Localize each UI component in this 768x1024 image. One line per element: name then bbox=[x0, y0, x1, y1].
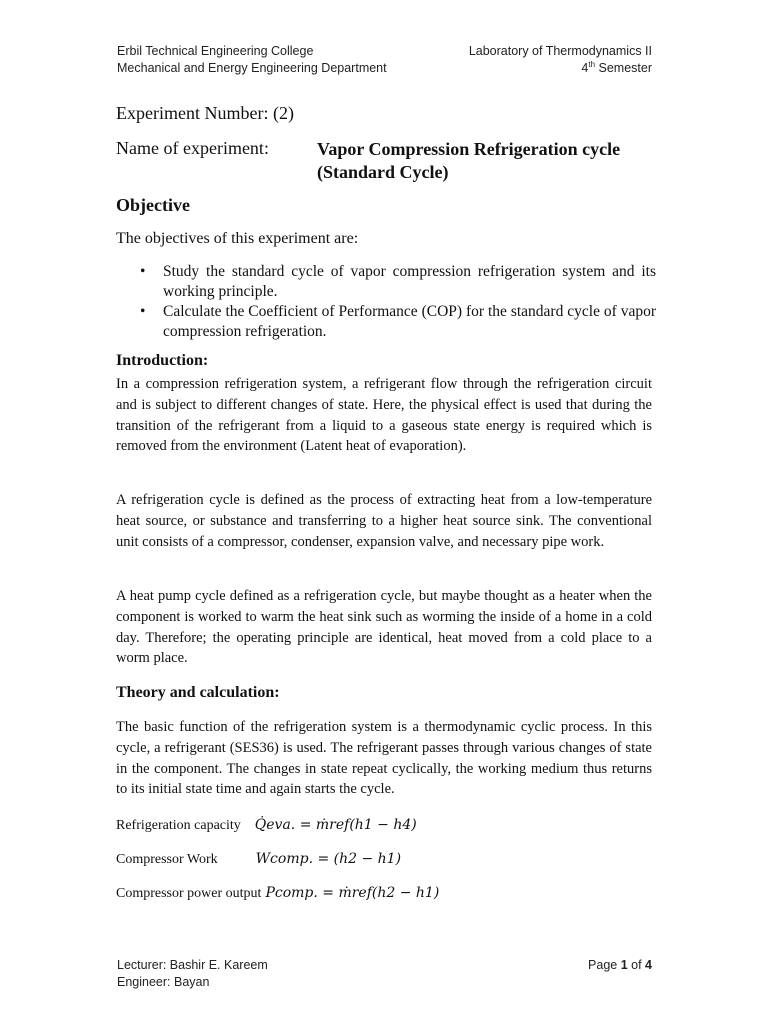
objective-intro: The objectives of this experiment are: bbox=[116, 230, 359, 247]
introduction-paragraph-3: A heat pump cycle defined as a refrigeration cycle, but maybe thought as a heater when the component is worked to warm the heat sink such as worming the inside of a home in a cold day. Therefore; the operating principle are identical, heat moved from a cold place to a worm place. bbox=[116, 588, 652, 667]
lecturer-name: Lecturer: Bashir E. Kareem bbox=[117, 958, 268, 972]
equation-formula: Pcomp. = ṁref(h2 − h1) bbox=[265, 885, 440, 901]
theory-heading: Theory and calculation: bbox=[116, 684, 280, 701]
semester-word: Semester bbox=[595, 61, 652, 75]
page-of: of bbox=[627, 958, 646, 972]
experiment-name-label: Name of experiment: bbox=[116, 138, 269, 158]
semester bbox=[469, 60, 652, 77]
equation-label: Compressor Work bbox=[116, 852, 218, 867]
experiment-name-line-1: Vapor Compression Refrigeration cycle bbox=[317, 139, 621, 159]
page-footer-left bbox=[117, 957, 268, 991]
equation-compressor-power bbox=[116, 885, 439, 902]
equation-compressor-work bbox=[116, 851, 401, 868]
page-header-left bbox=[117, 43, 387, 77]
lab-name: Laboratory of Thermodynamics II bbox=[468, 44, 652, 58]
semester-suffix: th bbox=[588, 60, 596, 69]
objective-text: Calculate the Coefficient of Performance (COP) for the standard cycle of vapor compression refrigeration. bbox=[163, 303, 656, 340]
list-item bbox=[116, 302, 656, 342]
equation-formula: Wcomp. = (h2 − h1) bbox=[255, 851, 402, 867]
objective-heading: Objective bbox=[116, 195, 190, 215]
theory-paragraph: The basic function of the refrigeration system is a thermodynamic cyclic process. In this cycle, a refrigerant (SES36) is used. The refrigerant passes through various changes of state in the component. The changes in state repeat cyclically, the working medium thus returns to its initial state time and again starts the cycle. bbox=[116, 719, 652, 798]
experiment-number: Experiment Number: (2) bbox=[116, 103, 294, 123]
page-number bbox=[588, 957, 652, 974]
semester-number: 4 bbox=[581, 61, 589, 75]
equation-refrigeration-capacity bbox=[116, 817, 417, 834]
equation-label: Refrigeration capacity bbox=[116, 818, 241, 833]
page-header-right bbox=[469, 43, 652, 77]
bullet-icon: • bbox=[140, 263, 146, 280]
introduction-heading: Introduction: bbox=[116, 352, 209, 369]
engineer-name: Engineer: Bayan bbox=[117, 975, 210, 989]
experiment-name bbox=[317, 138, 677, 184]
page-word: Page bbox=[588, 958, 621, 972]
experiment-name-line-2: (Standard Cycle) bbox=[317, 162, 449, 182]
department-name: Mechanical and Energy Engineering Department bbox=[117, 61, 387, 75]
equation-formula: Q̇eva. = ṁref(h1 − h4) bbox=[254, 817, 417, 833]
page-current: 1 bbox=[620, 958, 628, 972]
introduction-paragraph-2: A refrigeration cycle is defined as the process of extracting heat from a low-temperature heat source, or substance and transferring to a higher heat source sink. The conventional unit consists of a compressor, condenser, expansion valve, and necessary pipe work. bbox=[116, 492, 652, 550]
objective-text: Study the standard cycle of vapor compression refrigeration system and its working principle. bbox=[163, 263, 656, 300]
bullet-icon: • bbox=[140, 303, 146, 320]
college-name: Erbil Technical Engineering College bbox=[117, 44, 314, 58]
equation-label: Compressor power output bbox=[116, 886, 262, 901]
page-total: 4 bbox=[645, 958, 652, 972]
introduction-paragraph-1: In a compression refrigeration system, a refrigerant flow through the refrigeration circuit and is subject to different changes of state. Here, the physical effect is used that during the transition of the refrigerant from a liquid to a gaseous state energy is required which is removed from the environment (Latent heat of evaporation). bbox=[116, 376, 652, 455]
objective-list bbox=[116, 262, 656, 342]
list-item bbox=[116, 262, 656, 302]
